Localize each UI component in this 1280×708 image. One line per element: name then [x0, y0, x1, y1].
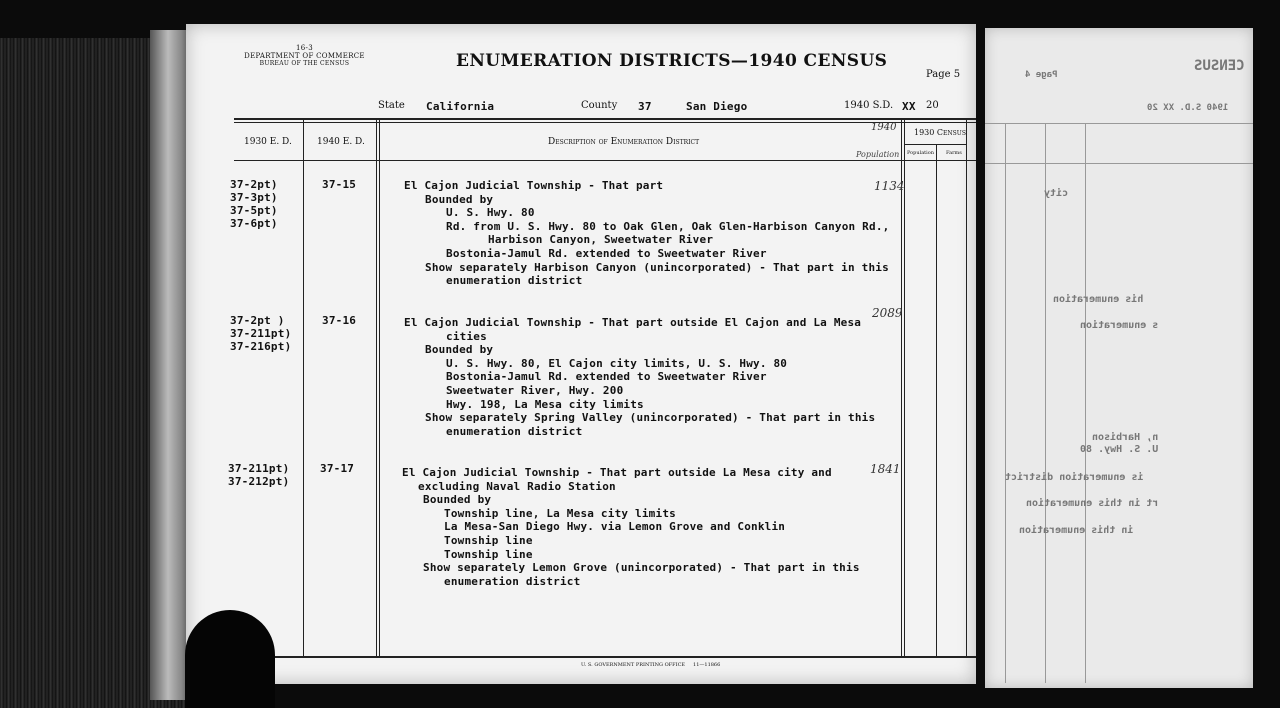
facing-line-2: his enumeration	[1052, 294, 1143, 305]
col-header-farms: Farms	[946, 150, 962, 156]
description-line: enumeration district	[446, 274, 583, 288]
sd-mark: XX	[902, 100, 916, 113]
table-top-rule	[234, 118, 976, 120]
description-line: Show separately Lemon Grove (unincorporated) - That part in this	[423, 561, 860, 575]
ed-1930-line: 37-3pt)	[230, 191, 278, 204]
printer-code: 11—11866	[693, 662, 721, 668]
row-2-count: 2089	[872, 306, 903, 320]
description-line: La Mesa-San Diego Hwy. via Lemon Grove and Conklin	[444, 520, 786, 534]
description-line: Bostonia-Jamul Rd. extended to Sweetwater River	[446, 370, 767, 384]
table-top-rule-2	[234, 122, 976, 123]
description-line: U. S. Hwy. 80, El Cajon city limits, U. S. Hwy. 80	[446, 356, 788, 370]
facing-title: CENSUS	[1194, 58, 1245, 74]
thumb-shadow	[185, 610, 275, 708]
facing-line-7: rt in this enumeration	[1025, 498, 1158, 509]
description-line: El Cajon Judicial Township - That part	[404, 179, 664, 192]
ed-1930-line: 37-211pt)	[228, 462, 290, 475]
facing-sd-line: 1940 S.D. XX 20	[1146, 103, 1228, 113]
page-label: Page	[926, 69, 951, 80]
description-line: excluding Naval Radio Station	[418, 479, 616, 493]
row-1-ed-1930	[230, 178, 278, 230]
row-2-description	[404, 316, 875, 438]
sd-label: 1940 S.D.	[844, 100, 894, 111]
ed-1930-line: 37-211pt)	[230, 327, 292, 340]
row-2-ed-1940: 37-16	[322, 314, 357, 327]
page-title: ENUMERATION DISTRICTS—1940 CENSUS	[456, 51, 888, 71]
description-line: Township line	[444, 533, 533, 547]
col-rule-4	[936, 144, 937, 658]
printer-name: U. S. GOVERNMENT PRINTING OFFICE	[581, 662, 686, 668]
census-page	[186, 24, 976, 684]
census-subheader-rule	[904, 144, 966, 145]
description-line: Township line	[444, 547, 533, 561]
header-bottom-rule	[234, 160, 976, 161]
col-rule-1	[303, 118, 304, 658]
facing-line-6: is enumeration district	[1004, 472, 1143, 483]
row-1-ed-1940: 37-15	[322, 178, 357, 191]
row-1-count: 1134	[874, 179, 905, 193]
ed-1930-line: 37-5pt)	[230, 204, 278, 217]
row-3-count: 1841	[870, 462, 901, 476]
description-line: enumeration district	[444, 574, 581, 588]
state-value: California	[426, 100, 495, 113]
ed-1930-line: 37-2pt )	[230, 314, 285, 327]
facing-line-1: city	[1043, 188, 1068, 199]
description-line: El Cajon Judicial Township - That part outside La Mesa city and	[402, 466, 832, 479]
description-line: El Cajon Judicial Township - That part outside El Cajon and La Mesa	[404, 316, 862, 329]
ed-1930-line: 37-212pt)	[228, 475, 290, 488]
printer-imprint	[581, 662, 720, 668]
row-1-description	[404, 179, 889, 288]
ed-1930-line: 37-216pt)	[230, 340, 292, 353]
description-line: Bounded by	[425, 343, 494, 357]
description-line: Bostonia-Jamul Rd. extended to Sweetwater River	[446, 246, 767, 260]
col-rule-5	[966, 118, 967, 658]
county-number: 37	[638, 100, 652, 113]
description-line: cities	[446, 329, 487, 343]
description-line: Bounded by	[423, 493, 492, 507]
department-name: DEPARTMENT OF COMMERCE	[244, 52, 365, 60]
col-header-1930-ed: 1930 E. D.	[244, 137, 292, 147]
col-header-1940-ed: 1940 E. D.	[317, 137, 365, 147]
description-line: Sweetwater River, Hwy. 200	[446, 383, 624, 397]
description-line: enumeration district	[446, 424, 583, 438]
description-line: Rd. from U. S. Hwy. 80 to Oak Glen, Oak Glen-Harbison Canyon Rd.,	[446, 219, 890, 233]
page-number: 5	[953, 69, 961, 80]
facing-page	[985, 28, 1253, 688]
description-line: Hwy. 198, La Mesa city limits	[446, 397, 644, 411]
page-number-label	[926, 69, 960, 80]
department-block	[232, 44, 377, 68]
description-line: U. S. Hwy. 80	[446, 206, 535, 220]
county-name: San Diego	[686, 100, 748, 113]
facing-line-4: n, Harbison	[1091, 432, 1158, 443]
description-line: Township line, La Mesa city limits	[444, 506, 676, 520]
description-line: Bounded by	[425, 192, 494, 206]
col-rule-3	[901, 118, 902, 658]
row-3-ed-1930	[228, 462, 289, 488]
ed-1930-line: 37-2pt)	[230, 178, 278, 191]
description-line: Show separately Spring Valley (unincorporated) - That part in this	[425, 411, 876, 425]
row-2-ed-1930	[230, 314, 291, 353]
col-header-description: Description of Enumeration District	[548, 137, 700, 147]
table-bottom-rule	[266, 656, 976, 658]
facing-line-8: in this enumeration	[1018, 525, 1133, 536]
bureau-name: BUREAU OF THE CENSUS	[259, 60, 350, 67]
col-rule-2b	[379, 118, 380, 658]
col-rule-2	[376, 118, 377, 658]
row-3-description	[402, 466, 860, 588]
county-label: County	[581, 100, 618, 111]
facing-line-3: s enumeration	[1079, 320, 1158, 331]
row-3-ed-1940: 37-17	[320, 462, 355, 475]
facing-page-label: Page 4	[1025, 70, 1058, 80]
facing-line-5: U. S. Hwy. 80	[1079, 444, 1158, 455]
form-number: 16-3	[296, 44, 313, 52]
description-line: Harbison Canyon, Sweetwater River	[488, 233, 714, 247]
description-line: Show separately Harbison Canyon (unincorporated) - That part in this	[425, 260, 889, 274]
sd-value: 20	[926, 100, 939, 111]
handwritten-population: Population	[856, 150, 900, 159]
state-label: State	[378, 100, 405, 111]
handwritten-1940: 1940	[871, 122, 897, 133]
col-rule-3b	[904, 118, 905, 658]
ed-1930-line: 37-6pt)	[230, 217, 278, 230]
col-header-1930-census: 1930 Census	[914, 128, 966, 137]
col-header-population: Population	[907, 150, 935, 156]
